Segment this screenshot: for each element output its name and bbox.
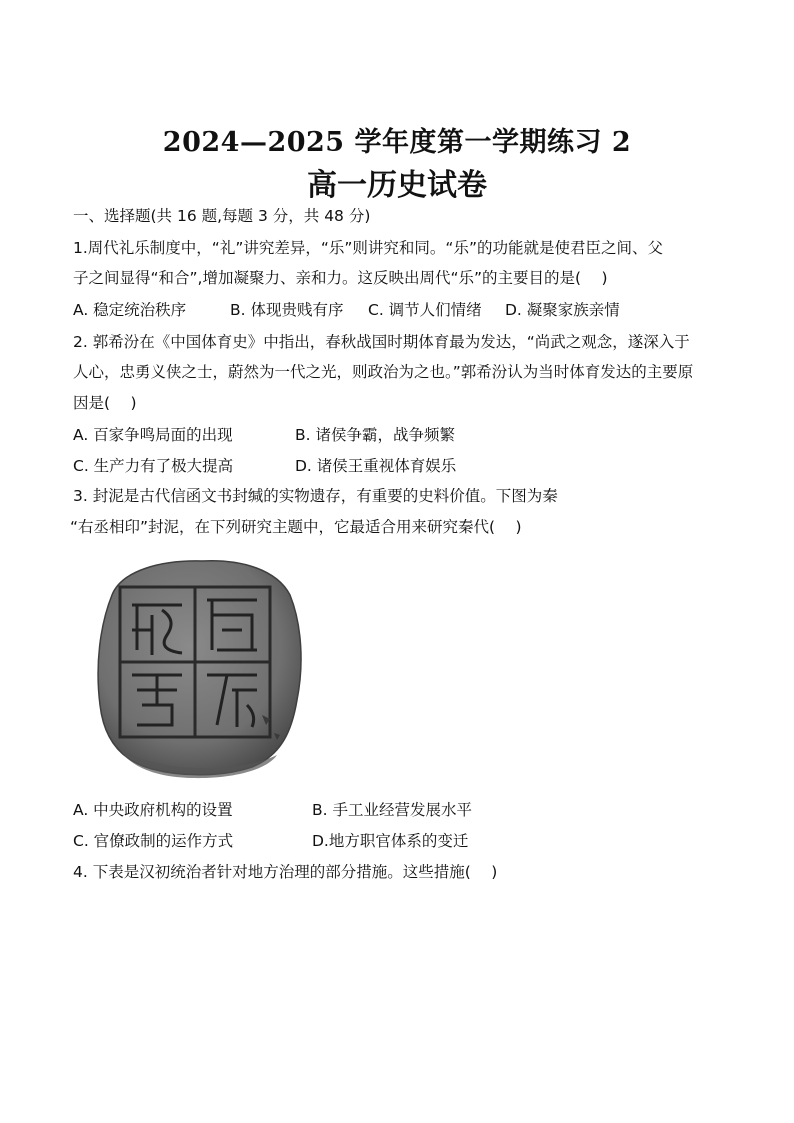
q3-option-c: C. 官僚政制的运作方式: [73, 832, 234, 850]
q2-option-b: B. 诸侯争霸，战争频繁: [295, 426, 455, 444]
q2-text-line3: 因是( ): [73, 394, 137, 412]
q2-text-line2: 人心，忠勇义侠之士，蔚然为一代之光，则政治为之也。”郭希汾认为当时体育发达的主要原: [73, 363, 694, 381]
clay-seal-image: [92, 555, 307, 780]
q3-option-d: D.地方职官体系的变迁: [312, 832, 469, 850]
q1-option-d: D. 凝聚家族亲情: [505, 301, 620, 319]
q2-option-d: D. 诸侯王重视体育娱乐: [295, 457, 457, 475]
section-heading: 一、选择题(共 16 题,每题 3 分，共 48 分): [73, 207, 371, 225]
q3-option-b: B. 手工业经营发展水平: [312, 801, 472, 819]
q3-text-line2: “右丞相印”封泥，在下列研究主题中，它最适合用来研究秦代( ): [70, 518, 522, 536]
q2-text-line1: 2. 郭希汾在《中国体育史》中指出，春秋战国时期体育最为发达，“尚武之观念，遂深入于: [73, 333, 690, 351]
q1-text-line2: 子之间显得“和合”,增加凝聚力、亲和力。这反映出周代“乐”的主要目的是( ): [73, 269, 608, 287]
q3-option-a: A. 中央政府机构的设置: [73, 801, 233, 819]
q1-text-line1: 1.周代礼乐制度中，“礼”讲究差异，“乐”则讲究和同。“乐”的功能就是使君臣之间、父: [73, 239, 663, 257]
exam-title: 2024—2025 学年度第一学期练习 2: [162, 127, 632, 158]
q3-text-line1: 3. 封泥是古代信函文书封缄的实物遗存，有重要的史料价值。下图为秦: [73, 487, 558, 505]
q1-option-a: A. 稳定统治秩序: [73, 301, 187, 319]
q1-option-c: C. 调节人们情绪: [368, 301, 482, 319]
q2-option-a: A. 百家争鸣局面的出现: [73, 426, 233, 444]
q2-option-c: C. 生产力有了极大提高: [73, 457, 234, 475]
q4-text-line1: 4. 下表是汉初统治者针对地方治理的部分措施。这些措施( ): [73, 863, 498, 881]
q1-option-b: B. 体现贵贱有序: [230, 301, 344, 319]
exam-subtitle: 高一历史试卷: [307, 168, 487, 203]
